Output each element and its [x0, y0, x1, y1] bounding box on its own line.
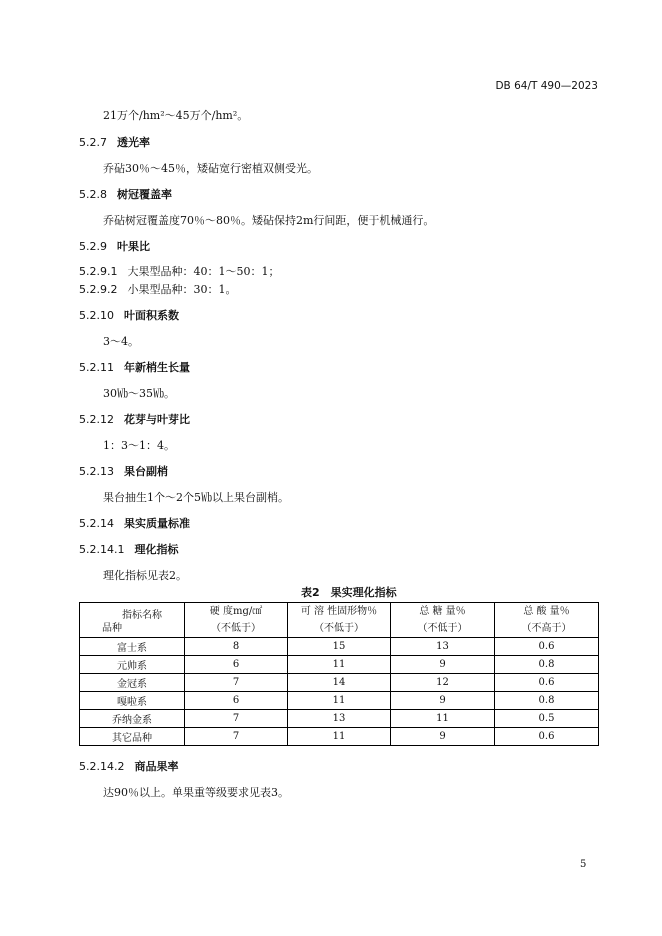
document-code: DB 64/T 490—2023	[495, 80, 598, 92]
table-row	[80, 656, 599, 674]
section-title: 叶果比	[117, 240, 150, 253]
value-cell: 0.8	[495, 692, 599, 710]
column-name: 硬 度mg/㎠	[209, 606, 263, 617]
value-cell: 0.6	[495, 638, 599, 656]
value-cell: 7	[185, 728, 288, 746]
page-number: 5	[580, 859, 587, 870]
section-5-2-8	[79, 189, 172, 200]
variety-cell: 元帅系	[80, 656, 185, 674]
section-5-2-12	[79, 414, 190, 425]
table-header-row	[80, 603, 599, 638]
section-number: 5.2.8	[79, 188, 107, 201]
table-row	[80, 638, 599, 656]
section-5-2-14	[79, 518, 190, 529]
value-cell: 0.6	[495, 728, 599, 746]
table-row	[80, 674, 599, 692]
section-title: 花芽与叶芽比	[124, 413, 190, 426]
column-header	[288, 603, 391, 638]
value-cell: 11	[288, 728, 391, 746]
table-row	[80, 728, 599, 746]
column-header	[495, 603, 599, 638]
section-5-2-14-1	[79, 544, 178, 555]
variety-cell: 富士系	[80, 638, 185, 656]
section-title: 果实质量标准	[124, 517, 190, 530]
section-number: 5.2.13	[79, 465, 114, 478]
section-number: 5.2.14.1	[79, 543, 125, 556]
table-caption: 表2 果实理化指标	[301, 586, 397, 599]
section-title: 叶面积系数	[124, 309, 179, 322]
value-cell: 6	[185, 656, 288, 674]
variety-cell: 乔纳金系	[80, 710, 185, 728]
column-name: 总 酸 量％	[523, 606, 570, 617]
section-5-2-7-text: 乔砧30％～45％，矮砧宽行密植双侧受光。	[103, 162, 318, 175]
section-number: 5.2.14.2	[79, 760, 125, 773]
section-5-2-13-text: 果台抽生1个～2个5㏝以上果台副梢。	[103, 491, 289, 504]
section-5-2-14-2	[79, 761, 178, 772]
value-cell: 11	[391, 710, 495, 728]
density-line: 21万个/hm²～45万个/hm²。	[103, 109, 249, 122]
value-cell: 9	[391, 692, 495, 710]
value-cell: 15	[288, 638, 391, 656]
column-note: （不低于）	[417, 623, 468, 634]
corner-bottom-label: 品种	[102, 623, 122, 634]
value-cell: 7	[185, 674, 288, 692]
column-note: （不高于）	[521, 623, 572, 634]
value-cell: 8	[185, 638, 288, 656]
value-cell: 0.8	[495, 656, 599, 674]
variety-cell: 金冠系	[80, 674, 185, 692]
section-title: 理化指标	[134, 543, 179, 556]
value-cell: 9	[391, 728, 495, 746]
value-cell: 11	[288, 656, 391, 674]
value-cell: 12	[391, 674, 495, 692]
section-number: 5.2.14	[79, 517, 114, 530]
corner-top-label: 指标名称	[122, 610, 162, 621]
section-number: 5.2.7	[79, 136, 107, 149]
section-title: 商品果率	[134, 760, 179, 773]
section-title: 树冠覆盖率	[117, 188, 172, 201]
section-title: 透光率	[117, 136, 150, 149]
section-5-2-11-text: 30㏝～35㏝。	[103, 387, 175, 400]
value-cell: 7	[185, 710, 288, 728]
value-cell: 13	[391, 638, 495, 656]
column-header	[185, 603, 288, 638]
table-corner-cell	[80, 603, 185, 638]
fruit-quality-table	[79, 602, 599, 746]
value-cell: 11	[288, 692, 391, 710]
variety-cell: 其它品种	[80, 728, 185, 746]
section-number: 5.2.9.2	[79, 283, 118, 296]
value-cell: 0.5	[495, 710, 599, 728]
section-5-2-12-text: 1：3～1：4。	[103, 439, 175, 452]
section-5-2-9-2	[79, 284, 236, 295]
section-5-2-14-1-text: 理化指标见表2。	[103, 569, 187, 582]
section-number: 5.2.12	[79, 413, 114, 426]
section-number: 5.2.11	[79, 361, 114, 374]
section-5-2-9	[79, 241, 150, 252]
section-5-2-9-1	[79, 266, 279, 277]
section-number: 5.2.10	[79, 309, 114, 322]
variety-cell: 嘎啦系	[80, 692, 185, 710]
column-note: （不低于）	[211, 623, 261, 634]
value-cell: 14	[288, 674, 391, 692]
column-name: 可 溶 性固形物％	[300, 606, 378, 617]
section-5-2-13	[79, 466, 168, 477]
section-5-2-8-text: 乔砧树冠覆盖度70％～80％。矮砧保持2m行间距，便于机械通行。	[103, 214, 435, 227]
column-header	[391, 603, 495, 638]
table-row	[80, 692, 599, 710]
section-5-2-10	[79, 310, 179, 321]
section-5-2-10-text: 3～4。	[103, 335, 139, 348]
section-5-2-11	[79, 362, 190, 373]
column-note: （不低于）	[314, 623, 364, 634]
section-number: 5.2.9.1	[79, 265, 118, 278]
section-text: 小果型品种：30：1。	[127, 283, 237, 296]
section-title: 果台副梢	[124, 465, 168, 478]
section-5-2-14-2-text: 达90％以上。单果重等级要求见表3。	[103, 786, 289, 799]
section-number: 5.2.9	[79, 240, 107, 253]
section-text: 大果型品种：40：1～50：1；	[127, 265, 280, 278]
section-5-2-7	[79, 137, 150, 148]
column-name: 总 糖 量％	[419, 606, 466, 617]
section-title: 年新梢生长量	[124, 361, 190, 374]
value-cell: 0.6	[495, 674, 599, 692]
value-cell: 9	[391, 656, 495, 674]
value-cell: 13	[288, 710, 391, 728]
value-cell: 6	[185, 692, 288, 710]
table-row	[80, 710, 599, 728]
